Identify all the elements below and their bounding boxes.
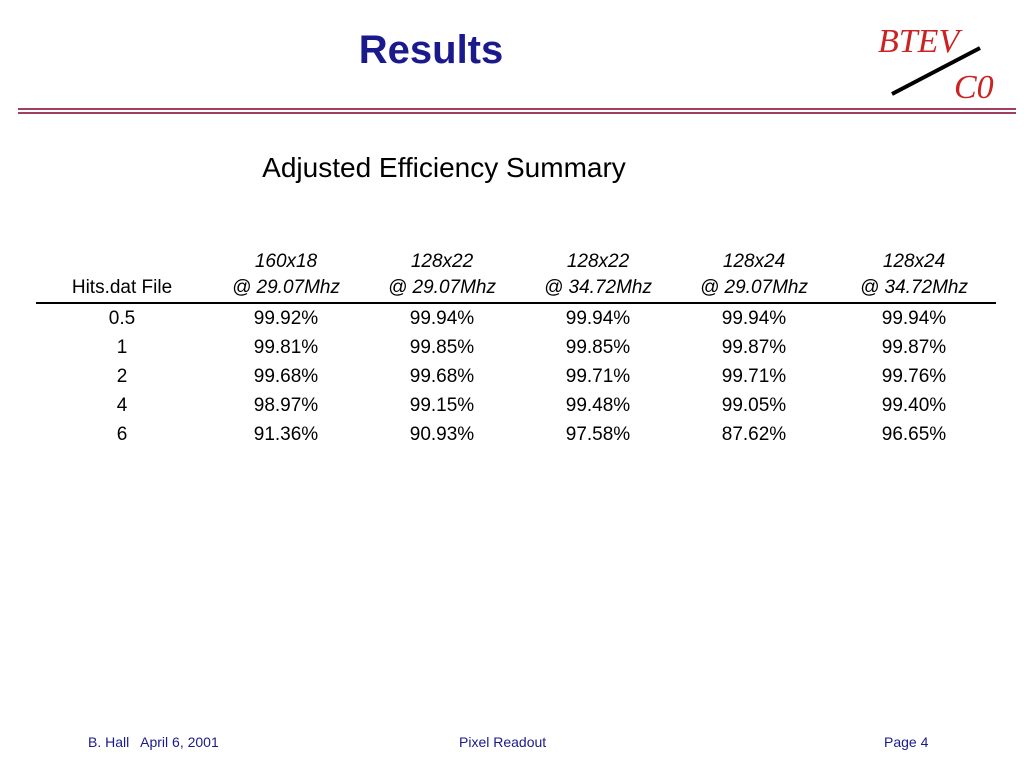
- title-divider-bottom: [18, 112, 1016, 114]
- efficiency-cell: 99.94%: [409, 307, 475, 329]
- efficiency-cell: 99.71%: [721, 365, 787, 387]
- table-row: [36, 420, 996, 449]
- logo-top-text: BTEV: [878, 23, 960, 60]
- column-header-freq: @ 29.07Mhz: [676, 273, 832, 303]
- efficiency-cell: 99.71%: [565, 365, 631, 387]
- efficiency-cell: 99.48%: [565, 394, 631, 416]
- table-header-row-freq: [36, 273, 996, 303]
- efficiency-cell: 99.87%: [721, 336, 787, 358]
- efficiency-cell: 99.68%: [409, 365, 475, 387]
- efficiency-cell: 87.62%: [721, 423, 787, 445]
- hits-file-cell: 0.5: [108, 307, 136, 329]
- column-header-size: 128x24: [722, 251, 786, 272]
- hits-file-cell: 6: [116, 423, 128, 445]
- footer-page-number: Page 4: [884, 734, 929, 750]
- efficiency-cell: 99.87%: [881, 336, 947, 358]
- efficiency-cell: 99.15%: [409, 394, 475, 416]
- footer-topic: Pixel Readout: [459, 734, 547, 750]
- table-subtitle: Adjusted Efficiency Summary: [262, 152, 626, 183]
- efficiency-cell: 99.94%: [721, 307, 787, 329]
- efficiency-cell: 90.93%: [409, 423, 475, 445]
- efficiency-cell: 99.05%: [721, 394, 787, 416]
- table-row: [36, 303, 996, 333]
- column-header-freq: @ 29.07Mhz: [208, 273, 364, 303]
- efficiency-cell: 97.58%: [565, 423, 631, 445]
- hits-file-cell: 4: [116, 394, 128, 416]
- column-header-size: 128x24: [882, 251, 946, 272]
- title-divider-top: [18, 108, 1016, 110]
- efficiency-cell: 91.36%: [253, 423, 319, 445]
- row-header-label: Hits.dat File: [36, 273, 208, 303]
- table-header-row-size: [36, 244, 996, 273]
- efficiency-cell: 99.92%: [253, 307, 319, 329]
- efficiency-cell: 98.97%: [253, 394, 319, 416]
- table-row: [36, 333, 996, 362]
- efficiency-table: [36, 244, 996, 449]
- column-header-size: 160x18: [254, 251, 318, 272]
- efficiency-cell: 99.76%: [881, 365, 947, 387]
- footer-author-date: B. Hall April 6, 2001: [88, 734, 219, 750]
- table-row: [36, 391, 996, 420]
- efficiency-cell: 99.85%: [565, 336, 631, 358]
- efficiency-cell: 96.65%: [881, 423, 947, 445]
- column-header-freq: @ 29.07Mhz: [364, 273, 520, 303]
- logo-bottom-text: C0: [954, 69, 994, 106]
- efficiency-cell: 99.94%: [881, 307, 947, 329]
- efficiency-cell: 99.94%: [565, 307, 631, 329]
- page-title: Results: [358, 28, 504, 72]
- btev-logo-graphic: [868, 18, 1008, 108]
- efficiency-cell: 99.40%: [881, 394, 947, 416]
- column-header-freq: @ 34.72Mhz: [832, 273, 996, 303]
- btev-c0-logo: [868, 18, 1008, 108]
- efficiency-cell: 99.81%: [253, 336, 319, 358]
- column-header-size: 128x22: [566, 251, 630, 272]
- hits-file-cell: 2: [116, 365, 128, 387]
- hits-file-cell: 1: [116, 336, 128, 358]
- efficiency-cell: 99.85%: [409, 336, 475, 358]
- header-blank-cell: [36, 244, 208, 273]
- table-row: [36, 362, 996, 391]
- column-header-freq: @ 34.72Mhz: [520, 273, 676, 303]
- efficiency-cell: 99.68%: [253, 365, 319, 387]
- column-header-size: 128x22: [410, 251, 474, 272]
